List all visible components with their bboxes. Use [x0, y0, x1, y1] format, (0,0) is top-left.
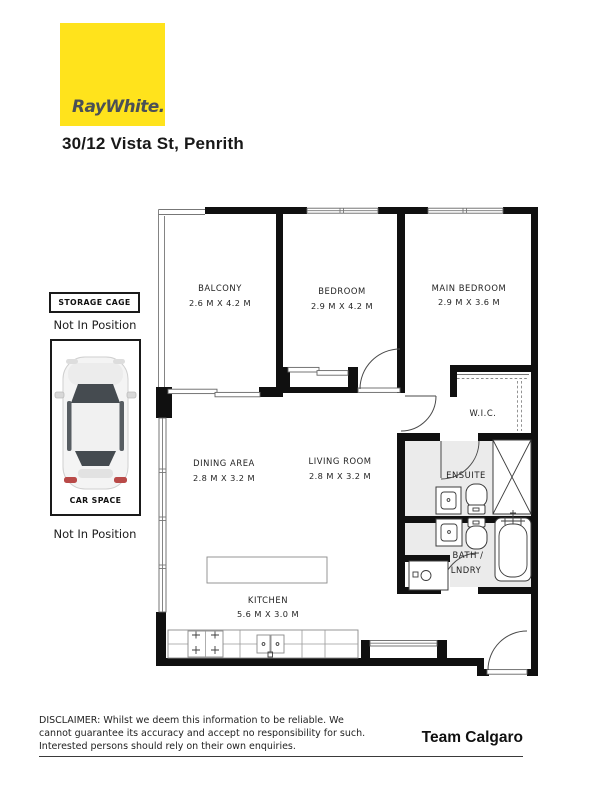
car-icon	[55, 357, 136, 489]
storage-cage-box	[49, 292, 140, 313]
label-main-bedroom: MAIN BEDROOM	[431, 283, 507, 293]
car-tail-light-right	[114, 477, 127, 483]
dims-dining: 2.8 M X 3.2 M	[192, 473, 256, 483]
disclaimer-line-3: Interested persons should rely on their own enquiries.	[39, 741, 296, 753]
storage-status: Not In Position	[53, 318, 137, 332]
storage-cage-label: STORAGE CAGE	[58, 298, 131, 307]
washing-machine	[409, 561, 448, 590]
bathtub	[495, 510, 531, 581]
ensuite-toilet	[466, 484, 487, 514]
raywhite-logo	[60, 23, 165, 126]
dims-balcony: 2.6 M X 4.2 M	[188, 298, 252, 308]
label-wic: W.I.C.	[469, 408, 497, 418]
car-tail-light-left	[64, 477, 77, 483]
disclaimer-line-2: cannot guarantee its accuracy and accept no responsibility for such.	[39, 728, 366, 740]
label-bedroom: BEDROOM	[318, 286, 366, 296]
floorplan-drawing	[150, 195, 545, 680]
car-rear-window	[75, 451, 116, 466]
dims-main-bedroom: 2.9 M X 3.6 M	[437, 297, 501, 307]
car-windshield	[71, 384, 120, 403]
bath-vanity	[436, 519, 462, 546]
car-mirror-left	[55, 392, 64, 398]
raywhite-logo-text: RayWhite.	[72, 97, 165, 117]
stove	[188, 631, 223, 657]
kitchen-island	[207, 557, 327, 583]
label-ensuite: ENSUITE	[446, 470, 486, 480]
car-space-label: CAR SPACE	[69, 496, 122, 505]
dims-living: 2.8 M X 3.2 M	[308, 471, 372, 481]
kitchen-fixtures	[168, 557, 358, 658]
bath-toilet	[466, 518, 487, 549]
car-space-status: Not In Position	[53, 527, 137, 541]
dims-kitchen: 5.6 M X 3.0 M	[236, 609, 300, 619]
car-space-box	[50, 339, 141, 516]
label-bath-line2: LNDRY	[450, 565, 482, 575]
dims-bedroom: 2.9 M X 4.2 M	[310, 301, 374, 311]
label-bath-line1: BATH /	[452, 550, 484, 560]
label-living: LIVING ROOM	[308, 456, 372, 466]
label-dining: DINING AREA	[193, 458, 255, 468]
page-title: 30/12 Vista St, Penrith	[62, 134, 244, 153]
label-kitchen: KITCHEN	[247, 595, 289, 605]
label-balcony: BALCONY	[198, 283, 242, 293]
wic-joinery	[457, 375, 529, 432]
footer-divider	[39, 756, 523, 757]
ensuite-vanity	[436, 487, 461, 514]
agent-team-name: Team Calgaro	[421, 729, 523, 746]
car-mirror-right	[127, 392, 136, 398]
disclaimer-line-1: DISCLAIMER: Whilst we deem this information to be reliable. We	[39, 715, 344, 726]
